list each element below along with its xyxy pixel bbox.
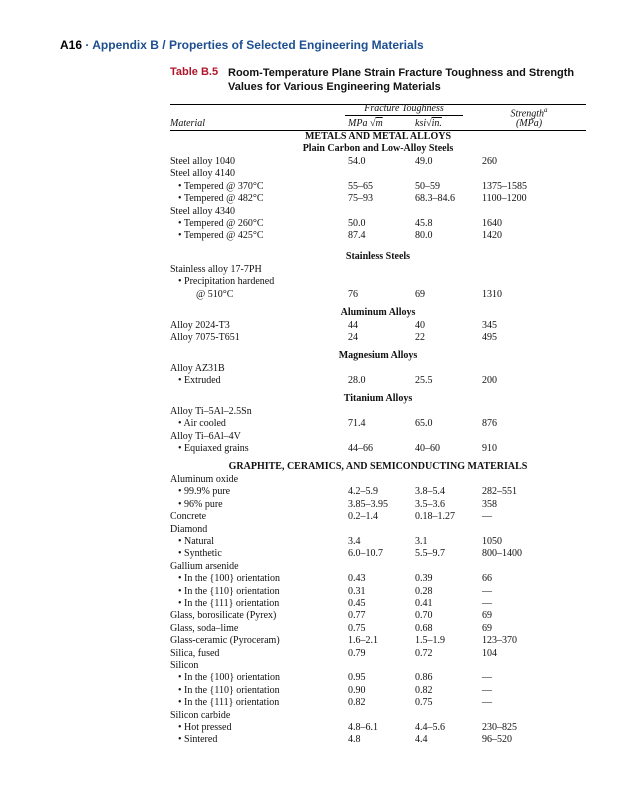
cell-material: Silicon	[170, 660, 199, 671]
cell-ksi: 0.75	[415, 697, 433, 709]
cell-strength: —	[482, 511, 492, 523]
cell-mpa: 0.31	[348, 585, 366, 597]
col-material: Material	[170, 118, 205, 129]
table-row	[170, 320, 586, 333]
table-row	[170, 536, 586, 549]
table-row	[170, 276, 586, 289]
appendix-title: Properties of Selected Engineering Materials	[168, 38, 424, 52]
cell-ksi: 3.5–3.6	[415, 498, 445, 510]
cell-material: Glass-ceramic (Pyroceram)	[170, 635, 280, 647]
cell-material: Gallium arsenide	[170, 560, 239, 572]
col-mpa: MPa √m	[348, 118, 383, 129]
table-row	[170, 230, 586, 243]
table-row	[170, 363, 586, 376]
ksi-prefix: ksi	[415, 118, 427, 129]
cell-ksi: 3.1	[415, 536, 428, 547]
cell-material: • In the {100} orientation	[178, 573, 280, 585]
cell-ksi: 40	[415, 320, 425, 331]
cell-material: Glass, soda–lime	[170, 622, 239, 634]
running-header	[60, 38, 424, 52]
table-row	[170, 734, 586, 747]
cell-ksi: 80.0	[415, 230, 433, 242]
cell-ksi: 45.8	[415, 218, 433, 229]
table-row	[170, 561, 586, 574]
group-rule	[345, 115, 463, 116]
table-row	[170, 548, 586, 561]
table-row	[170, 573, 586, 586]
cell-strength: 1100–1200	[482, 193, 527, 205]
ksi-root: in.	[431, 118, 442, 129]
cell-strength: 800–1400	[482, 548, 522, 560]
cell-ksi: 68.3–84.6	[415, 193, 455, 205]
cell-ksi: 0.70	[415, 610, 433, 622]
appendix-label: Appendix B	[92, 38, 159, 52]
cell-material: Stainless alloy 17-7PH	[170, 264, 262, 275]
table-row	[170, 499, 586, 512]
cell-material: • Natural	[178, 536, 214, 547]
table-row	[170, 610, 586, 623]
cell-material: Alloy Ti–6Al–4V	[170, 430, 241, 442]
cell-ksi: 0.39	[415, 573, 433, 585]
cell-mpa: 0.90	[348, 684, 366, 696]
table-row	[170, 431, 586, 444]
cell-strength: 96–520	[482, 734, 512, 746]
cell-mpa: 71.4	[348, 418, 366, 430]
cell-material: • Extruded	[178, 375, 221, 387]
cell-mpa: 0.82	[348, 697, 366, 709]
cell-mpa: 0.2–1.4	[348, 511, 378, 523]
cell-mpa: 0.79	[348, 647, 366, 659]
cell-mpa: 44–66	[348, 443, 373, 455]
cell-ksi: 0.82	[415, 684, 433, 696]
cell-mpa: 0.77	[348, 610, 366, 622]
col-strength-unit: (MPa)	[515, 118, 543, 129]
table-row	[170, 168, 586, 181]
cell-material: Concrete	[170, 511, 207, 523]
cell-strength: 495	[482, 332, 497, 344]
cell-strength: 1375–1585	[482, 180, 527, 192]
table-row	[170, 206, 586, 219]
table-row	[170, 586, 586, 599]
cell-material: • In the {111} orientation	[178, 598, 280, 609]
cell-strength: 282–551	[482, 486, 517, 498]
table-row	[170, 375, 586, 388]
cell-mpa: 6.0–10.7	[348, 548, 383, 560]
table-row	[170, 511, 586, 524]
cell-mpa: 4.8–6.1	[348, 722, 378, 733]
cell-material: Alloy 2024-T3	[170, 320, 230, 331]
cell-ksi: 65.0	[415, 418, 433, 430]
cell-material: • In the {110} orientation	[178, 585, 280, 597]
cell-material: @ 510°C	[196, 288, 234, 300]
cell-ksi: 0.72	[415, 647, 433, 659]
cell-material: • Tempered @ 260°C	[178, 218, 264, 229]
cell-mpa: 0.95	[348, 672, 366, 684]
cell-mpa: 0.75	[348, 622, 366, 634]
mpa-root: m	[375, 118, 383, 129]
cell-strength: 69	[482, 622, 492, 634]
table-row	[170, 648, 586, 661]
cell-strength: 876	[482, 418, 497, 430]
cell-ksi: 3.8–5.4	[415, 486, 445, 498]
cell-strength: 69	[482, 610, 492, 622]
cell-material: Alloy AZ31B	[170, 363, 225, 374]
cell-material: • In the {100} orientation	[178, 672, 280, 684]
table-title: Room-Temperature Plane Strain Fracture Toughness and Strength Values for Various Engineering Materials	[228, 67, 575, 93]
table-row	[170, 672, 586, 685]
cell-mpa: 24	[348, 332, 358, 344]
cell-mpa: 3.85–3.95	[348, 498, 388, 510]
group-heading: METALS AND METAL ALLOYS	[304, 131, 452, 142]
subgroup-heading: Plain Carbon and Low-Alloy Steels	[302, 143, 454, 154]
cell-material: • Hot pressed	[178, 722, 232, 733]
table-row	[170, 660, 586, 673]
cell-strength: 1310	[482, 288, 502, 300]
cell-material: • Synthetic	[178, 548, 222, 560]
cell-strength: 358	[482, 498, 497, 510]
cell-ksi: 0.28	[415, 585, 433, 597]
subgroup-heading: Magnesium Alloys	[338, 350, 418, 361]
table-row	[170, 685, 586, 698]
cell-material: • In the {111} orientation	[178, 697, 280, 709]
cell-material: Steel alloy 4140	[170, 168, 235, 180]
cell-mpa: 28.0	[348, 375, 366, 387]
table-row	[170, 623, 586, 636]
cell-material: • Tempered @ 425°C	[178, 230, 264, 242]
table-row	[170, 697, 586, 710]
cell-ksi: 22	[415, 332, 425, 344]
cell-strength: 910	[482, 443, 497, 455]
cell-mpa: 87.4	[348, 230, 366, 242]
cell-material: Steel alloy 1040	[170, 156, 235, 167]
cell-ksi: 69	[415, 288, 425, 300]
cell-material: • 96% pure	[178, 498, 223, 510]
cell-material: Steel alloy 4340	[170, 205, 235, 217]
col-group-fracture-toughness: Fracture Toughness	[364, 103, 444, 114]
subgroup-heading: Aluminum Alloys	[340, 307, 416, 318]
header-slash: /	[162, 38, 166, 52]
table-row	[170, 218, 586, 231]
cell-ksi: 5.5–9.7	[415, 548, 445, 560]
cell-ksi: 1.5–1.9	[415, 635, 445, 647]
cell-material: • Tempered @ 370°C	[178, 180, 264, 192]
cell-ksi: 0.68	[415, 622, 433, 634]
subgroup-heading: Titanium Alloys	[343, 393, 413, 404]
table-row	[170, 418, 586, 431]
cell-mpa: 4.8	[348, 734, 361, 746]
table-row	[170, 524, 586, 537]
subgroup-heading: Stainless Steels	[345, 251, 411, 262]
table-row	[170, 486, 586, 499]
table-row	[170, 722, 586, 735]
cell-ksi: 0.18–1.27	[415, 511, 455, 523]
page-number: A16	[60, 38, 83, 52]
cell-strength: 104	[482, 647, 497, 659]
cell-strength: —	[482, 672, 492, 684]
col-ksi: ksi√in.	[415, 118, 442, 129]
cell-material: • Equiaxed grains	[178, 443, 249, 455]
table-row	[170, 474, 586, 487]
table-row	[170, 710, 586, 723]
cell-strength: 1640	[482, 218, 502, 229]
cell-mpa: 0.45	[348, 598, 366, 609]
cell-material: • Air cooled	[178, 418, 226, 430]
cell-mpa: 75–93	[348, 193, 373, 205]
cell-material: Diamond	[170, 523, 208, 535]
table-row	[170, 443, 586, 456]
strength-label: Strength	[510, 108, 544, 120]
cell-ksi: 0.86	[415, 672, 433, 684]
strength-footnote: a	[544, 106, 548, 114]
cell-mpa: 3.4	[348, 536, 361, 547]
cell-material: • Sintered	[178, 734, 218, 746]
cell-ksi: 4.4–5.6	[415, 722, 445, 733]
table-row	[170, 635, 586, 648]
cell-ksi: 50–59	[415, 180, 440, 192]
table-row	[170, 264, 586, 277]
table-row	[170, 289, 586, 302]
cell-ksi: 49.0	[415, 156, 433, 167]
table-row	[170, 406, 586, 419]
cell-mpa: 55–65	[348, 180, 373, 192]
cell-strength: —	[482, 598, 492, 609]
table-row	[170, 193, 586, 206]
mpa-prefix: MPa	[348, 118, 368, 129]
cell-material: • Precipitation hardened	[178, 276, 275, 288]
cell-material: Alloy Ti–5Al–2.5Sn	[170, 406, 252, 417]
cell-strength: 1050	[482, 536, 502, 547]
cell-material: • 99.9% pure	[178, 486, 231, 498]
table-row	[170, 181, 586, 194]
cell-mpa: 0.43	[348, 573, 366, 585]
group-heading: GRAPHITE, CERAMICS, AND SEMICONDUCTING MATERIALS	[228, 461, 528, 472]
cell-material: Silicon carbide	[170, 709, 231, 721]
cell-ksi: 40–60	[415, 443, 440, 455]
cell-material: Aluminum oxide	[170, 474, 239, 485]
cell-strength: —	[482, 697, 492, 709]
cell-strength: 230–825	[482, 722, 517, 733]
cell-strength: 123–370	[482, 635, 517, 647]
cell-mpa: 76	[348, 288, 358, 300]
cell-ksi: 0.41	[415, 598, 433, 609]
table-row	[170, 598, 586, 611]
cell-material: • In the {110} orientation	[178, 684, 280, 696]
cell-mpa: 50.0	[348, 218, 366, 229]
cell-material: Glass, borosilicate (Pyrex)	[170, 610, 277, 622]
cell-strength: —	[482, 684, 492, 696]
cell-strength: 260	[482, 156, 497, 167]
cell-mpa: 54.0	[348, 156, 366, 167]
cell-mpa: 4.2–5.9	[348, 486, 378, 498]
header-dot: ·	[85, 38, 90, 52]
table-row	[170, 156, 586, 169]
cell-strength: —	[482, 585, 492, 597]
cell-material: • Tempered @ 482°C	[178, 193, 264, 205]
cell-material: Silica, fused	[170, 647, 220, 659]
cell-ksi: 25.5	[415, 375, 433, 387]
cell-strength: 345	[482, 320, 497, 331]
table-label: Table B.5	[170, 66, 219, 78]
table-row	[170, 332, 586, 345]
cell-strength: 66	[482, 573, 492, 585]
cell-ksi: 4.4	[415, 734, 428, 746]
cell-strength: 200	[482, 375, 497, 387]
cell-material: Alloy 7075-T651	[170, 332, 240, 344]
cell-mpa: 1.6–2.1	[348, 635, 378, 647]
cell-mpa: 44	[348, 320, 358, 331]
cell-strength: 1420	[482, 230, 502, 242]
